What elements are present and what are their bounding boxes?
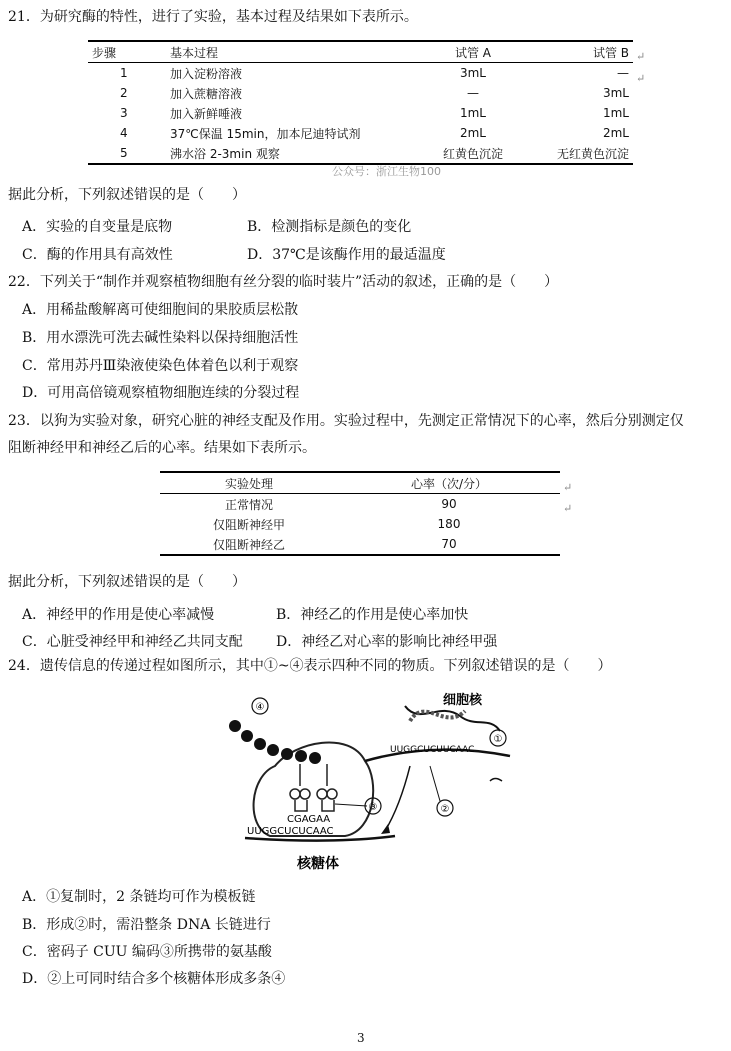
table-cell: 3 bbox=[120, 106, 128, 120]
marker-3-label: ③ bbox=[368, 802, 378, 813]
q21-ask: 据此分析，下列叙述错误的是（ ） bbox=[8, 187, 246, 203]
marker-3-leader bbox=[335, 804, 367, 806]
q23-option-c: C．心脏受神经甲和神经乙共同支配 bbox=[22, 634, 243, 650]
q21-table bbox=[88, 40, 633, 165]
q23-table bbox=[160, 471, 560, 556]
page-number: 3 bbox=[357, 1031, 365, 1045]
table-cell: 2 bbox=[120, 86, 128, 100]
transcription-translation-diagram bbox=[215, 686, 515, 882]
transport-arrow bbox=[385, 766, 410, 831]
q23-option-d: D．神经乙对心率的影响比神经甲强 bbox=[276, 634, 498, 650]
table-cell: 仅阻断神经甲 bbox=[212, 517, 285, 532]
table-header-row bbox=[88, 41, 633, 63]
table-cell: 加入淀粉溶液 bbox=[170, 66, 243, 81]
table-cell: 70 bbox=[441, 537, 457, 551]
table-cell: 1mL bbox=[459, 106, 486, 120]
table-cell: 37℃保温 15min，加本尼迪特试剂 bbox=[170, 126, 361, 141]
q24-stem: 24．遗传信息的传递过程如图所示，其中①~④表示四种不同的物质。下列叙述错误的是（ ） bbox=[8, 658, 612, 674]
nucleus-label: 细胞核 bbox=[443, 693, 483, 708]
q24-option-c: C．密码子 CUU 编码③所携带的氨基酸 bbox=[22, 944, 272, 960]
table-cell: 加入蔗糖溶液 bbox=[170, 86, 243, 101]
anticodon-text: CGAGAA bbox=[287, 814, 331, 825]
return-mark-icon: ↵ bbox=[563, 502, 573, 515]
q22-option-b: B．用水漂洗可洗去碱性染料以保持细胞活性 bbox=[22, 330, 299, 346]
q21-option-c: C．酶的作用具有高效性 bbox=[22, 247, 173, 263]
table-row bbox=[160, 534, 560, 555]
table-header: 试管 B bbox=[592, 45, 629, 60]
table-row bbox=[88, 83, 633, 103]
table-row bbox=[88, 103, 633, 123]
return-mark-icon: ↵ bbox=[636, 50, 646, 63]
table-cell: 5 bbox=[120, 146, 128, 160]
trna-pair bbox=[290, 764, 337, 811]
table-cell: 1 bbox=[120, 66, 128, 80]
q21-option-d: D．37℃是该酶作用的最适温度 bbox=[247, 247, 446, 263]
table-row bbox=[88, 143, 633, 164]
polypeptide-chain bbox=[229, 720, 321, 764]
table-header: 实验处理 bbox=[224, 476, 273, 491]
marker-2-label: ② bbox=[440, 804, 450, 815]
return-mark-icon: ↵ bbox=[563, 481, 573, 494]
table-header: 试管 A bbox=[454, 45, 492, 60]
q21-stem: 21．为研究酶的特性，进行了实验，基本过程及结果如下表所示。 bbox=[8, 9, 418, 25]
table-row bbox=[88, 123, 633, 143]
table-header: 步骤 bbox=[92, 45, 117, 60]
table-cell: 1mL bbox=[602, 106, 629, 120]
table-header: 心率（次/分） bbox=[410, 476, 488, 491]
q22-stem: 22．下列关于“制作并观察植物细胞有丝分裂的临时装片”活动的叙述，正确的是（ ） bbox=[8, 274, 559, 290]
table-cell: 3mL bbox=[459, 66, 486, 80]
table-cell: 180 bbox=[437, 517, 461, 531]
q22-option-c: C．常用苏丹Ⅲ染液使染色体着色以利于观察 bbox=[22, 358, 299, 374]
q22-option-d: D．可用高倍镜观察植物细胞连续的分裂过程 bbox=[22, 385, 300, 401]
table-cell: 无红黄色沉淀 bbox=[556, 146, 629, 161]
q21-option-a: A．实验的自变量是底物 bbox=[22, 219, 173, 235]
table-cell: 沸水浴 2-3min 观察 bbox=[170, 146, 280, 161]
q24-option-d: D．②上可同时结合多个核糖体形成多条④ bbox=[22, 971, 286, 987]
q23-option-a: A．神经甲的作用是使心率减慢 bbox=[22, 607, 215, 623]
q22-option-a: A．用稀盐酸解离可使细胞间的果胶质层松散 bbox=[22, 302, 299, 318]
table-cell: — bbox=[617, 66, 629, 80]
table-cell: 红黄色沉淀 bbox=[442, 146, 503, 161]
table-row bbox=[88, 63, 633, 84]
marker-2-leader bbox=[430, 766, 440, 801]
q24-option-b: B．形成②时，需沿整条 DNA 长链进行 bbox=[22, 917, 271, 933]
table-cell: 90 bbox=[441, 497, 457, 511]
marker-4-label: ④ bbox=[255, 702, 265, 713]
table-header-row bbox=[160, 472, 560, 494]
table-cell: 2mL bbox=[602, 126, 629, 140]
table-cell: 仅阻断神经乙 bbox=[212, 537, 285, 552]
table-cell: 3mL bbox=[602, 86, 629, 100]
table-cell: 加入新鲜唾液 bbox=[170, 106, 243, 121]
membrane-pore bbox=[490, 779, 502, 782]
q21-option-b: B．检测指标是颜色的变化 bbox=[247, 219, 412, 235]
table-row bbox=[160, 514, 560, 534]
table-cell: — bbox=[467, 86, 479, 100]
table-row bbox=[160, 494, 560, 515]
diagram-svg bbox=[215, 686, 515, 878]
q23-option-b: B．神经乙的作用是使心率加快 bbox=[276, 607, 469, 623]
q23-stem-line2: 阻断神经甲和神经乙后的心率。结果如下表所示。 bbox=[8, 440, 316, 456]
marker-1-label: ① bbox=[493, 734, 503, 745]
watermark: 公众号：浙江生物100 bbox=[332, 165, 441, 178]
q24-option-a: A．①复制时，2 条链均可作为模板链 bbox=[22, 889, 256, 905]
table-cell: 2mL bbox=[459, 126, 486, 140]
mrna-bottom-text: UUGGCUCUCAAC bbox=[247, 826, 334, 837]
ribosome-label: 核糖体 bbox=[297, 856, 339, 872]
table-cell: 正常情况 bbox=[224, 497, 273, 512]
q23-ask: 据此分析，下列叙述错误的是（ ） bbox=[8, 574, 246, 590]
table-cell: 4 bbox=[120, 126, 128, 140]
q23-stem-line1: 23．以狗为实验对象，研究心脏的神经支配及作用。实验过程中，先测定正常情况下的心率，然后分别测定仅 bbox=[8, 413, 684, 429]
mrna-top-text: UUGGCUCUUCAAC bbox=[390, 745, 475, 755]
return-mark-icon: ↵ bbox=[636, 72, 646, 85]
table-header: 基本过程 bbox=[170, 45, 219, 60]
